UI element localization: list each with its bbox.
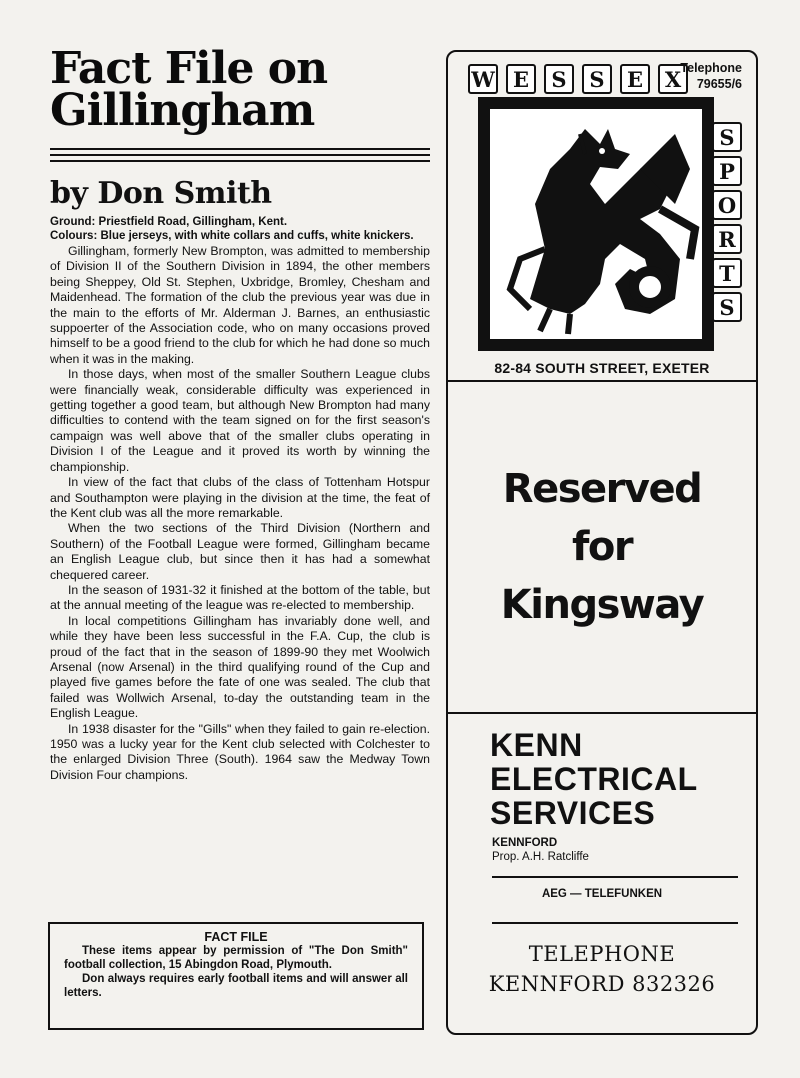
- dragon-icon: [478, 97, 714, 351]
- article-title: [50, 43, 430, 136]
- wessex-telephone: [680, 60, 742, 92]
- wordmark-letter: E: [506, 64, 536, 94]
- colours-info: Colours: Blue jerseys, with white collars and cuffs, white knickers.: [50, 230, 414, 242]
- wordmark-letter: S: [582, 64, 612, 94]
- kenn-location: KENNFORD: [492, 837, 558, 849]
- fact-file-para: Don always requires early football items and will answer all letters.: [64, 973, 408, 999]
- wessex-address: 82-84 SOUTH STREET, EXETER: [494, 360, 710, 376]
- kenn-electrical-ad: [448, 714, 756, 1034]
- company-name-line: SERVICES: [490, 795, 656, 831]
- paragraph: When the two sections of the Third Division (Northern and Southern) of the Football League were formed, Gillingham became an English League club, but since then it has had a somewhat chequered career.: [50, 521, 430, 582]
- article: [50, 43, 430, 783]
- rule: [50, 148, 430, 150]
- paragraph: Gillingham, formerly New Brompton, was admitted to membership of Division II of the Southern Division in 1894, the other members being Sheppey, Old St. Stephen, Uxbridge, Bromley, Chesham and Maidenhead. The formation of the club the previous year was due in the main to the efforts of Mr. Alderman J. Barnes, an enthusiastic suppoerter of the Association code, who on many occasions proved himself to be a good friend to the club for which he had done so much when it was in the making.: [50, 244, 430, 366]
- wordmark-letter: W: [468, 64, 498, 94]
- wessex-sports-ad: [448, 52, 756, 382]
- wordmark-letter: E: [620, 64, 650, 94]
- fact-file-title: FACT FILE: [204, 930, 268, 944]
- kenn-telephone-number: KENNFORD 832326: [488, 972, 716, 996]
- divider: [492, 922, 738, 924]
- paragraph: In local competitions Gillingham has invariably done well, and while they have been less successful in the F.A. Cup, the club is proud of the fact that in the season of 1899-90 they met Woolwich Arsenal (now Arsenal) in the third qualifying round of the Cup and played five games before the fate of one was sealed. The club that failed was Wollwich Arsenal, to-day the outstanding team in the English League.: [50, 613, 430, 721]
- sports-wordmark: [712, 122, 742, 322]
- title-line-1: Fact File on: [50, 43, 328, 94]
- paragraph: In 1938 disaster for the "Gills" when they failed to gain re-election. 1950 was a lucky year for the Kent club selected with Colchester to the enlarged Division Three (South). 1964 saw the Medway Town Division Four champions.: [50, 721, 430, 782]
- wordmark-letter: X: [658, 64, 688, 94]
- divider: [492, 876, 738, 878]
- telephone-label: Telephone: [680, 61, 742, 75]
- wordmark-letter: S: [712, 122, 742, 152]
- title-line-2: Gillingham: [50, 85, 315, 136]
- reserved-ad: [448, 382, 756, 714]
- wordmark-letter: P: [712, 156, 742, 186]
- paragraph: In view of the fact that clubs of the class of Tottenham Hotspur and Southampton were playing in the division at the time, the feat of the Kent club was all the more remarkable.: [50, 475, 430, 520]
- rule: [50, 154, 430, 156]
- telephone-number: 79655/6: [696, 77, 742, 91]
- byline: by Don Smith: [50, 176, 272, 211]
- wordmark-letter: O: [712, 190, 742, 220]
- wordmark-letter: S: [712, 292, 742, 322]
- kenn-brands: AEG — TELEFUNKEN: [541, 888, 663, 900]
- article-body: [50, 244, 430, 783]
- paragraph: In those days, when most of the smaller Southern League clubs were financially weak, considerable difficulty was experienced in getting together a good team, but although New Brompton had many difficulties to contend with the team signed on for the first season's campaign was well above that of the smaller clubs operating in Division I of the League and it proved its worth by winning the championship.: [50, 367, 430, 474]
- paragraph: In the season of 1931-32 it finished at the bottom of the table, but at the annual meeting of the league was re-elected to membership.: [50, 582, 430, 613]
- fact-file-box: [48, 922, 424, 1030]
- kenn-telephone-label: TELEPHONE: [528, 942, 676, 966]
- wordmark-letter: T: [712, 258, 742, 288]
- wordmark-letter: S: [544, 64, 574, 94]
- company-name-line: KENN: [490, 727, 583, 763]
- title-rules: [50, 148, 430, 162]
- kenn-proprietor: Prop. A.H. Ratcliffe: [492, 851, 589, 863]
- ground-info: Ground: Priestfield Road, Gillingham, Kent.: [50, 216, 288, 228]
- rule: [50, 160, 430, 162]
- fact-file-para: These items appear by permission of "The Don Smith" football collection, 15 Abingdon Road, Plymouth.: [64, 945, 408, 971]
- kenn-company-name: [490, 728, 698, 830]
- company-name-line: ELECTRICAL: [490, 761, 698, 797]
- adverts-panel: [446, 50, 758, 1035]
- wordmark-letter: R: [712, 224, 742, 254]
- reserved-line-3: Kingsway: [500, 582, 704, 628]
- reserved-line-2: for: [571, 524, 633, 570]
- reserved-line-1: Reserved: [502, 466, 702, 512]
- wessex-wordmark: [468, 64, 688, 94]
